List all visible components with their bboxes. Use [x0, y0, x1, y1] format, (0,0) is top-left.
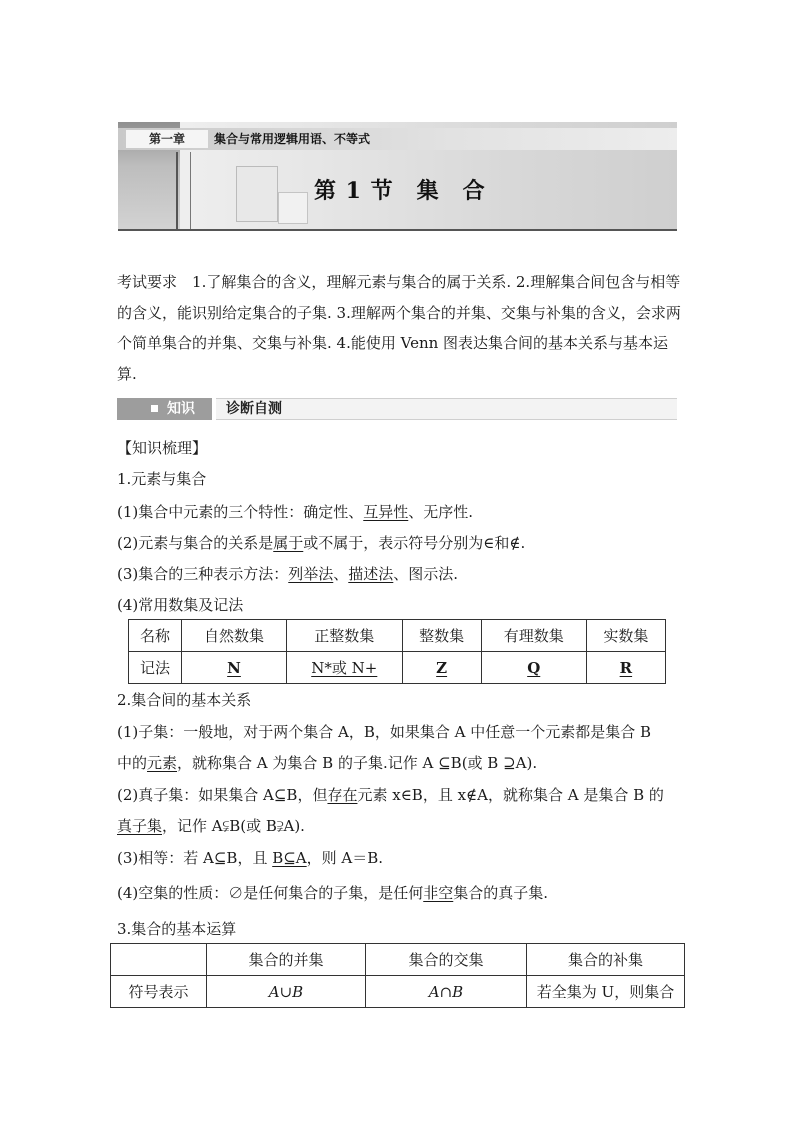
text: (3)集合的三种表示方法：: [117, 565, 289, 583]
table-row: [111, 944, 685, 976]
knowledge-heading: 【知识梳理】: [117, 439, 208, 457]
diagnosis-tab: [216, 398, 677, 420]
answer-blank: 真子集: [117, 817, 163, 835]
text: 集合的真子集.: [453, 884, 549, 902]
table-cell: 集合的补集: [527, 944, 685, 976]
square-bullet-icon: [151, 405, 158, 412]
knowledge-tab-label: 知识: [167, 401, 195, 417]
answer-blank: 属于: [273, 534, 304, 552]
table-cell: 有理数集: [481, 620, 586, 652]
answer-blank: 非空: [423, 884, 454, 902]
table-cell: 名称: [129, 620, 182, 652]
sec2-line-4: [117, 815, 305, 836]
answer-blank: 列举法: [288, 565, 334, 583]
answer-blank: 互异性: [363, 503, 409, 521]
table-row: [129, 620, 666, 652]
table-row: [111, 976, 685, 1008]
banner-shape: [236, 166, 278, 222]
text: (2)真子集：如果集合 A⊆B，但: [117, 786, 328, 804]
text: 、: [333, 565, 349, 583]
sec2-line-1: (1)子集：一般地，对于两个集合 A，B，如果集合 A 中任意一个元素都是集合 B: [117, 723, 652, 741]
table-cell: R: [586, 652, 665, 684]
text: (1)集合中元素的三个特性：确定性、: [117, 503, 364, 521]
sec2-line-5: [117, 847, 383, 868]
chapter-subtitle: 集合与常用逻辑用语、不等式: [214, 132, 371, 146]
table-cell: 整数集: [402, 620, 481, 652]
sec2-line-3: [117, 784, 664, 805]
knowledge-tab: [117, 398, 212, 420]
text: 中的: [117, 754, 148, 772]
section-1-title: 1.元素与集合: [117, 470, 207, 488]
banner-divider: [118, 229, 677, 231]
text: ，则 A＝B.: [306, 849, 384, 867]
section-3-title: 3.集合的基本运算: [117, 920, 237, 938]
table-cell: N: [182, 652, 287, 684]
banner-shape: [278, 192, 308, 224]
answer-blank: 存在: [327, 786, 358, 804]
sec1-item-2: [117, 532, 525, 553]
table-cell: Q: [481, 652, 586, 684]
requirements-label: 考试要求: [117, 273, 178, 291]
chapter-label: 第一章: [126, 130, 208, 148]
table-cell: N*或 N+: [287, 652, 402, 684]
table-cell: 实数集: [586, 620, 665, 652]
answer-blank: B⊆A: [272, 849, 307, 867]
answer-blank: 元素: [147, 754, 178, 772]
knowledge-bar: [117, 398, 677, 420]
sec1-item-4: (4)常用数集及记法: [117, 596, 244, 614]
text: (3)相等：若 A⊆B，且: [117, 849, 273, 867]
table-cell: A∪B: [207, 976, 366, 1008]
chapter-banner: [118, 122, 677, 230]
text: 或不属于，表示符号分别为∈和∉.: [303, 534, 526, 552]
text: (2)元素与集合的关系是: [117, 534, 274, 552]
text: (4)空集的性质：∅是任何集合的子集，是任何: [117, 884, 424, 902]
set-operations-table: [110, 943, 685, 1008]
table-row: [129, 652, 666, 684]
table-cell: 自然数集: [182, 620, 287, 652]
diagnosis-tab-label: 诊断自测: [226, 401, 282, 417]
table-cell: 记法: [129, 652, 182, 684]
sec1-item-1: [117, 501, 473, 522]
section-title: 第 1 节 集 合: [314, 178, 486, 204]
table-cell: A∩B: [366, 976, 527, 1008]
sec2-line-2: [117, 752, 537, 773]
table-cell: 若全集为 U，则集合: [527, 976, 685, 1008]
answer-blank: 描述法: [348, 565, 394, 583]
text: 、图示法.: [393, 565, 459, 583]
sec2-line-6: [117, 882, 548, 903]
banner-line: [176, 152, 178, 230]
sec1-item-3: [117, 563, 458, 584]
table-cell: 集合的并集: [207, 944, 366, 976]
section-2-title: 2.集合间的基本关系: [117, 691, 252, 709]
text: ，就称集合 A 为集合 B 的子集.记作 A ⊆B(或 B ⊇A).: [177, 754, 538, 772]
table-cell: Z: [402, 652, 481, 684]
banner-line: [190, 152, 191, 230]
table-cell: 正整数集: [287, 620, 402, 652]
exam-requirements: [117, 267, 682, 389]
number-sets-table: [128, 619, 666, 684]
table-cell: [111, 944, 207, 976]
table-cell: 集合的交集: [366, 944, 527, 976]
requirements-text: 1.了解集合的含义，理解元素与集合的属于关系. 2.理解集合间包含与相等的含义，能识别给定集合的子集. 3.理解两个集合的并集、交集与补集的含义，会求两个简单集合的并集、交集与补集. 4.能使用 Venn 图表达集合间的基本关系与基本运算.: [117, 273, 681, 383]
text: 元素 x∈B，且 x∉A，就称集合 A 是集合 B 的: [357, 786, 664, 804]
table-cell: 符号表示: [111, 976, 207, 1008]
text: ，记作 A⫋B(或 B⫌A).: [162, 817, 305, 835]
text: 、无序性.: [408, 503, 474, 521]
